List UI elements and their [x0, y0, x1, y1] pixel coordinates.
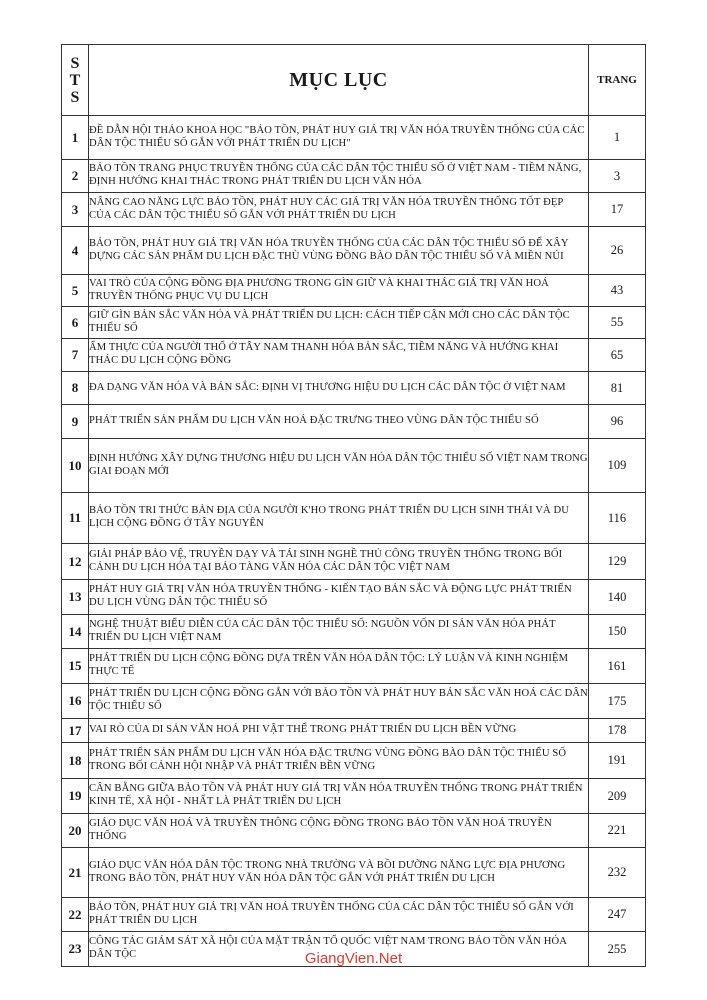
stt-header [62, 45, 89, 116]
row-number: 21 [62, 848, 89, 898]
row-page-number: 96 [589, 405, 646, 439]
stt-letter: S [70, 54, 80, 72]
table-row [62, 372, 646, 405]
row-page-number: 43 [589, 275, 646, 307]
row-number: 16 [62, 684, 89, 719]
table-row [62, 193, 646, 227]
row-title: GIỮ GÌN BẢN SẮC VĂN HÓA VÀ PHÁT TRIỂN DU LỊCH: CÁCH TIẾP CẬN MỚI CHO CÁC DÂN TỘC THIỂU SỐ [89, 307, 589, 339]
table-row [62, 743, 646, 779]
row-page-number: 3 [589, 160, 646, 193]
row-title: GIẢI PHÁP BẢO VỆ, TRUYỀN DẠY VÀ TÁI SINH NGHỀ THỦ CÔNG TRUYỀN THỐNG TRONG BỐI CẢNH DU LỊCH HÓA TẠI BẢO TÀNG VĂN HÓA CÁC DÂN TỘC VIỆT NAM [89, 544, 589, 580]
row-page-number: 109 [589, 439, 646, 493]
table-row [62, 116, 646, 160]
row-page-number: 221 [589, 814, 646, 848]
row-number: 12 [62, 544, 89, 580]
row-title: BẢO TỒN, PHÁT HUY GIÁ TRỊ VĂN HÓA TRUYỀN THỐNG CỦA CÁC DÂN TỘC THIỂU SỐ ĐỂ XÂY DỰNG CÁC SẢN PHẨM DU LỊCH ĐẶC THÙ VÙNG ĐỒNG BÀO DÂN TỘC THIỂU SỐ VÀ MIỀN NÚI [89, 227, 589, 275]
row-title: PHÁT TRIỂN DU LỊCH CỘNG ĐỒNG GẮN VỚI BẢO TỒN VÀ PHÁT HUY BẢN SẮC VĂN HOÁ CÁC DÂN TỘC THIỂU SỐ [89, 684, 589, 719]
row-title: BẢO TỒN, PHÁT HUY GIÁ TRỊ VĂN HOÁ TRUYỀN THỐNG CỦA CÁC DÂN TỘC THIỂU SỐ GẮN VỚI PHÁT TRIỂN DU LỊCH [89, 898, 589, 932]
row-title: CÂN BẰNG GIỮA BẢO TỒN VÀ PHÁT HUY GIÁ TRỊ VĂN HÓA TRUYỀN THỐNG TRONG PHÁT TRIỂN KINH TẾ, XÃ HỘI - NHẤT LÀ PHÁT TRIỂN DU LỊCH [89, 779, 589, 814]
table-row [62, 684, 646, 719]
row-title: ĐỀ DẪN HỘI THẢO KHOA HỌC "BẢO TỒN, PHÁT HUY GIÁ TRỊ VĂN HÓA TRUYỀN THỐNG CỦA CÁC DÂN TỘC THIỂU SỐ GẮN VỚI PHÁT TRIỂN DU LỊCH" [89, 116, 589, 160]
row-number: 22 [62, 898, 89, 932]
table-of-contents [61, 44, 646, 967]
row-number: 10 [62, 439, 89, 493]
row-page-number: 1 [589, 116, 646, 160]
row-number: 17 [62, 719, 89, 743]
row-title: ĐỊNH HƯỚNG XÂY DỰNG THƯƠNG HIỆU DU LỊCH VĂN HÓA DÂN TỘC THIỂU SỐ VIỆT NAM TRONG GIAI ĐOẠN MỚI [89, 439, 589, 493]
row-page-number: 140 [589, 580, 646, 615]
row-number: 19 [62, 779, 89, 814]
table-row [62, 160, 646, 193]
row-page-number: 247 [589, 898, 646, 932]
table-row [62, 814, 646, 848]
toc-body [62, 116, 646, 967]
table-row [62, 615, 646, 649]
row-number: 3 [62, 193, 89, 227]
row-number: 9 [62, 405, 89, 439]
row-page-number: 209 [589, 779, 646, 814]
table-row [62, 405, 646, 439]
row-page-number: 26 [589, 227, 646, 275]
row-number: 20 [62, 814, 89, 848]
row-page-number: 191 [589, 743, 646, 779]
row-page-number: 255 [589, 932, 646, 967]
row-page-number: 175 [589, 684, 646, 719]
row-page-number: 150 [589, 615, 646, 649]
row-page-number: 161 [589, 649, 646, 684]
row-number: 13 [62, 580, 89, 615]
row-page-number: 178 [589, 719, 646, 743]
table-row [62, 275, 646, 307]
table-row [62, 719, 646, 743]
row-title: CÔNG TÁC GIÁM SÁT XÃ HỘI CỦA MẶT TRẬN TỔ QUỐC VIỆT NAM TRONG BẢO TỒN VĂN HÓA DÂN TỘC [89, 932, 589, 967]
table-row [62, 649, 646, 684]
row-page-number: 81 [589, 372, 646, 405]
table-row [62, 580, 646, 615]
row-title: NÂNG CAO NĂNG LỰC BẢO TỒN, PHÁT HUY CÁC GIÁ TRỊ VĂN HÓA TRUYỀN THỐNG TỐT ĐẸP CỦA CÁC DÂN TỘC THIỂU SỐ GẮN VỚI PHÁT TRIỂN DU LỊCH [89, 193, 589, 227]
row-title: PHÁT TRIỂN DU LỊCH CỘNG ĐỒNG DỰA TRÊN VĂN HÓA DÂN TỘC: LÝ LUẬN VÀ KINH NGHIỆM THỰC TẾ [89, 649, 589, 684]
row-number: 6 [62, 307, 89, 339]
page-column-header: TRANG [589, 45, 646, 116]
row-title: GIÁO DỤC VĂN HOÁ VÀ TRUYỀN THÔNG CỘNG ĐỒNG TRONG BẢO TỒN VĂN HOÁ TRUYỀN THỐNG [89, 814, 589, 848]
table-row [62, 227, 646, 275]
row-number: 5 [62, 275, 89, 307]
header-row [62, 45, 646, 116]
row-title: BẢO TỒN TRI THỨC BẢN ĐỊA CỦA NGƯỜI K'HO TRONG PHÁT TRIỂN DU LỊCH SINH THÁI VÀ DU LỊCH CỘNG ĐỒNG Ở TÂY NGUYÊN [89, 493, 589, 544]
table-row [62, 779, 646, 814]
page-title: MỤC LỤC [89, 45, 589, 116]
row-page-number: 232 [589, 848, 646, 898]
row-page-number: 129 [589, 544, 646, 580]
row-title: VAI RÒ CỦA DI SẢN VĂN HOÁ PHI VẬT THỂ TRONG PHÁT TRIỂN DU LỊCH BỀN VỮNG [89, 719, 589, 743]
row-title: VAI TRÒ CỦA CỘNG ĐỒNG ĐỊA PHƯƠNG TRONG GÌN GIỮ VÀ KHAI THÁC GIÁ TRỊ VĂN HOÁ TRUYỀN THỐNG PHỤC VỤ DU LỊCH [89, 275, 589, 307]
row-number: 1 [62, 116, 89, 160]
row-title: PHÁT HUY GIÁ TRỊ VĂN HÓA TRUYỀN THỐNG - KIẾN TẠO BẢN SẮC VÀ ĐỘNG LỰC PHÁT TRIỂN DU LỊCH VÙNG DÂN TỘC THIỂU SỐ [89, 580, 589, 615]
row-title: GIÁO DỤC VĂN HÓA DÂN TỘC TRONG NHÀ TRƯỜNG VÀ BỒI DƯỠNG NĂNG LỰC ĐỊA PHƯƠNG TRONG BẢO TỒN, PHÁT HUY VĂN HÓA DÂN TỘC GẮN VỚI PHÁT TRIỂN DU LỊCH [89, 848, 589, 898]
row-title: PHÁT TRIỂN SẢN PHẨM DU LỊCH VĂN HÓA ĐẶC TRƯNG VÙNG ĐỒNG BÀO DÂN TỘC THIỂU SỐ TRONG BỐI CẢNH HỘI NHẬP VÀ PHÁT TRIỂN BỀN VỮNG [89, 743, 589, 779]
watermark: GiangVien.Net [304, 950, 403, 967]
table-row [62, 307, 646, 339]
stt-letter: S [70, 88, 80, 106]
row-page-number: 17 [589, 193, 646, 227]
row-number: 2 [62, 160, 89, 193]
table-row [62, 898, 646, 932]
table-row [62, 439, 646, 493]
row-title: ĐA DẠNG VĂN HÓA VÀ BẢN SẮC: ĐỊNH VỊ THƯƠNG HIỆU DU LỊCH CÁC DÂN TỘC Ở VIỆT NAM [89, 372, 589, 405]
row-title: PHÁT TRIỂN SẢN PHẨM DU LỊCH VĂN HOÁ ĐẶC TRƯNG THEO VÙNG DÂN TỘC THIỂU SỐ [89, 405, 589, 439]
row-title: ẨM THỰC CỦA NGƯỜI THỔ Ở TÂY NAM THANH HÓA BẢN SẮC, TIỀM NĂNG VÀ HƯỚNG KHAI THÁC DU LỊCH CỘNG ĐỒNG [89, 339, 589, 372]
row-number: 7 [62, 339, 89, 372]
row-number: 23 [62, 932, 89, 967]
row-number: 15 [62, 649, 89, 684]
table-row [62, 493, 646, 544]
row-number: 14 [62, 615, 89, 649]
row-page-number: 55 [589, 307, 646, 339]
row-page-number: 65 [589, 339, 646, 372]
row-title: BẢO TỒN TRANG PHỤC TRUYỀN THỐNG CỦA CÁC DÂN TỘC THIỂU SỐ Ở VIỆT NAM - TIỀM NĂNG, ĐỊNH HƯỚNG KHAI THÁC TRONG PHÁT TRIỂN DU LỊCH VĂN HÓA [89, 160, 589, 193]
row-number: 8 [62, 372, 89, 405]
row-number: 18 [62, 743, 89, 779]
row-title: NGHỆ THUẬT BIỂU DIỄN CỦA CÁC DÂN TỘC THIỂU SỐ: NGUỒN VỐN DI SẢN VĂN HÓA PHÁT TRIỂN DU LỊCH VIỆT NAM [89, 615, 589, 649]
row-page-number: 116 [589, 493, 646, 544]
row-number: 11 [62, 493, 89, 544]
table-row [62, 339, 646, 372]
row-number: 4 [62, 227, 89, 275]
table-row [62, 544, 646, 580]
stt-letter: T [69, 71, 81, 89]
table-row [62, 848, 646, 898]
